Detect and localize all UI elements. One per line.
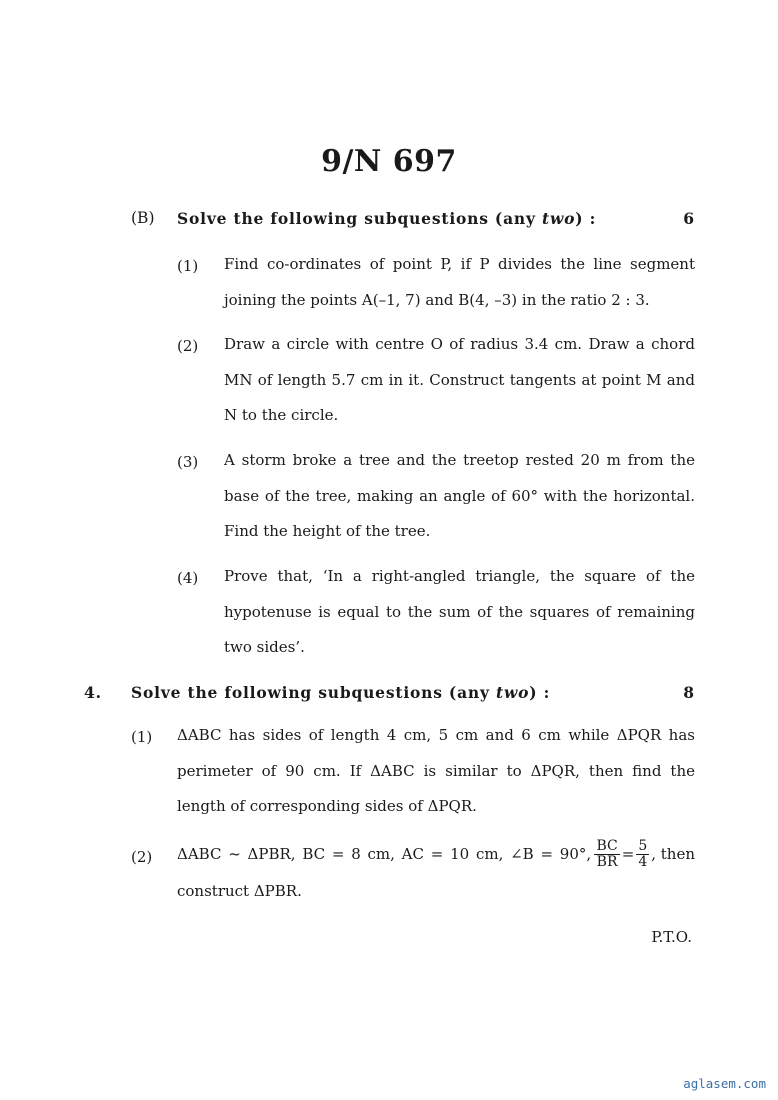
question-4-heading-text: Solve the following subquestions (any (131, 683, 496, 702)
section-b-heading (177, 209, 596, 228)
b-item-3-text: A storm broke a tree and the treetop rested 20 m from the base of the tree, making an angle of 60° with the horizontal. Find the height of the tree. (224, 451, 695, 541)
fraction-5-4-denominator: 4 (638, 853, 648, 870)
b-item-4-text: Prove that, ‘In a right-angled triangle, the square of the hypotenuse is equal to the sum of the squares of remaining two sides’. (224, 567, 695, 657)
q4-item-1-text: ΔABC has sides of length 4 cm, 5 cm and 6 cm while ΔPQR has perimeter of 90 cm. If ΔABC is similar to ΔPQR, then find the length of corresponding sides of ΔPQR. (177, 726, 695, 816)
question-4-heading-end: ) : (529, 683, 551, 702)
fraction-5-4 (636, 839, 649, 869)
q4-item-2-line2: construct ΔPBR. (177, 882, 302, 900)
q4-item-2-line1 (177, 832, 695, 876)
paper-code: 9/N 697 (321, 144, 457, 179)
watermark: aglasem.com (683, 1076, 766, 1091)
question-4-heading (131, 683, 550, 702)
fraction-bc-br (594, 839, 619, 869)
q4-item-2-text-after: , then (651, 845, 695, 863)
question-4-heading-em: two (495, 683, 530, 702)
section-b-heading-em: two (541, 209, 576, 228)
q4-item-1-number: (1) (131, 728, 153, 746)
fraction-bc-br-numerator: BC (596, 837, 618, 854)
b-item-2-text: Draw a circle with centre O of radius 3.4 cm. Draw a chord MN of length 5.7 cm in it. Construct tangents at point M and N to the circle. (224, 335, 695, 425)
q4-item-2-text-before: ΔABC ~ ΔPBR, BC = 8 cm, AC = 10 cm, ∠B = 90°, (177, 845, 592, 863)
section-b-marks: 6 (683, 209, 694, 228)
b-item-4-number: (4) (177, 569, 199, 587)
b-item-1-number: (1) (177, 257, 199, 275)
section-b-label: (B) (131, 209, 155, 227)
b-item-3-number: (3) (177, 453, 199, 471)
b-item-1-text: Find co-ordinates of point P, if P divides the line segment joining the points A(–1, 7) and B(4, –3) in the ratio 2 : 3. (224, 255, 695, 309)
section-b-heading-end: ) : (575, 209, 597, 228)
question-4-number: 4. (84, 683, 102, 702)
question-4-marks: 8 (683, 683, 694, 702)
fraction-bc-br-denominator: BR (596, 853, 618, 870)
pto-label: P.T.O. (651, 928, 692, 946)
q4-item-2-number: (2) (131, 848, 153, 866)
section-b-heading-text: Solve the following subquestions (any (177, 209, 542, 228)
ratio-expression (592, 839, 695, 869)
fraction-5-4-numerator: 5 (638, 837, 648, 854)
b-item-2-number: (2) (177, 337, 199, 355)
equals-sign: = (621, 845, 635, 863)
